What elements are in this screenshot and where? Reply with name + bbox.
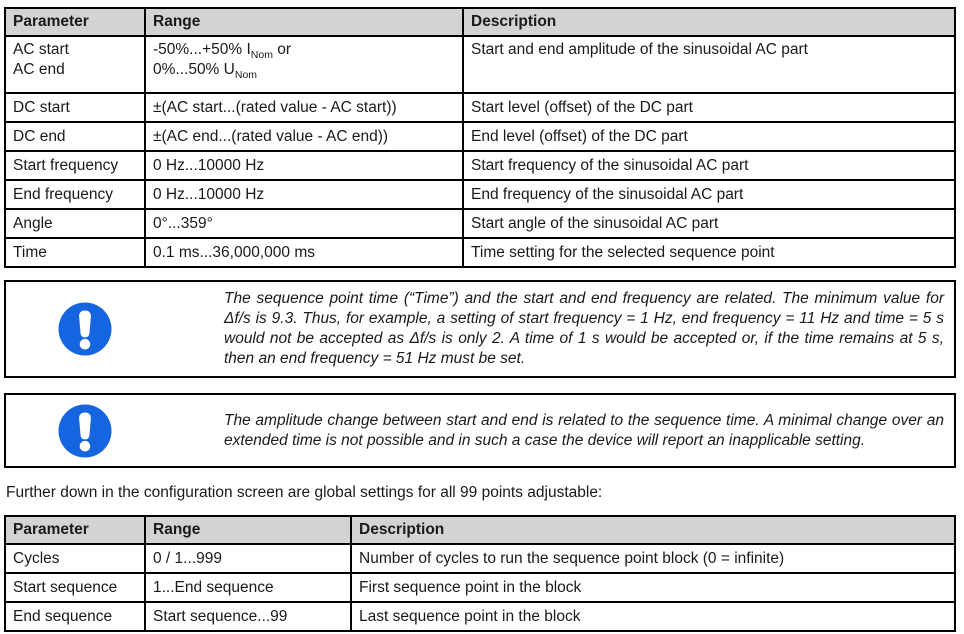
parameter-cell: Start sequence bbox=[5, 573, 145, 602]
table-row bbox=[5, 151, 955, 180]
description-cell: Start level (offset) of the DC part bbox=[463, 93, 955, 122]
description-cell: Last sequence point in the block bbox=[351, 602, 955, 631]
range-cell: 0 / 1...999 bbox=[145, 544, 351, 573]
note-text: The amplitude change between start and end is related to the sequence time. A minimal change over an extended time is not possible and in such a case the device will report an inapplicable setting. bbox=[224, 411, 944, 449]
range-line: -50%...+50% $I_{Nom}$ or bbox=[153, 41, 292, 62]
description-cell: Start angle of the sinusoidal AC part bbox=[463, 209, 955, 238]
range-cell: 0.1 ms...36,000,000 ms bbox=[145, 238, 463, 267]
table-row bbox=[5, 209, 955, 238]
column-header-description: Description bbox=[463, 8, 955, 36]
table-row bbox=[5, 602, 955, 631]
parameter-line: AC start bbox=[13, 41, 69, 58]
parameter-cell: DC start bbox=[5, 93, 145, 122]
parameter-cell: End sequence bbox=[5, 602, 145, 631]
description-cell: Time setting for the selected sequence point bbox=[463, 238, 955, 267]
range-cell: ±(AC end...(rated value - AC end)) bbox=[145, 122, 463, 151]
table-row bbox=[5, 122, 955, 151]
subscript-nom: Nom bbox=[234, 69, 258, 82]
table-row bbox=[5, 180, 955, 209]
note-box bbox=[4, 393, 956, 468]
exclamation-icon bbox=[58, 302, 112, 356]
parameter-cell: End frequency bbox=[5, 180, 145, 209]
table-row bbox=[5, 36, 955, 93]
body-paragraph: Further down in the configuration screen are global settings for all 99 points adjustable: bbox=[6, 484, 603, 501]
column-header-parameter: Parameter bbox=[5, 8, 145, 36]
subscript-nom: Nom bbox=[250, 49, 273, 62]
note-icon-cell bbox=[6, 404, 224, 458]
column-header-parameter: Parameter bbox=[5, 516, 145, 544]
range-cell: 0 Hz...10000 Hz bbox=[145, 180, 463, 209]
parameter-line: AC end bbox=[13, 61, 65, 78]
column-header-description: Description bbox=[351, 516, 955, 544]
table-header-row bbox=[5, 8, 955, 36]
sequence-point-parameters-table bbox=[4, 7, 956, 268]
description-cell: First sequence point in the block bbox=[351, 573, 955, 602]
parameter-cell: DC end bbox=[5, 122, 145, 151]
table-row bbox=[5, 544, 955, 573]
range-cell: 0°...359° bbox=[145, 209, 463, 238]
note-box bbox=[4, 280, 956, 378]
table-row bbox=[5, 93, 955, 122]
table-row bbox=[5, 238, 955, 267]
global-settings-table bbox=[4, 515, 956, 632]
exclamation-icon bbox=[58, 404, 112, 458]
description-cell: Start frequency of the sinusoidal AC part bbox=[463, 151, 955, 180]
range-line: 0%...50% $U_{Nom}$ bbox=[153, 61, 258, 82]
description-cell: Number of cycles to run the sequence point block (0 = infinite) bbox=[351, 544, 955, 573]
table-header-row bbox=[5, 516, 955, 544]
description-cell: End level (offset) of the DC part bbox=[463, 122, 955, 151]
parameter-cell bbox=[5, 36, 145, 93]
table-row bbox=[5, 573, 955, 602]
note-text: The sequence point time (“Time”) and the start and end frequency are related. The minimum value for Δf/s is 9.3. Thus, for example, a setting of start frequency = 1 Hz, end frequency = 11 Hz and time = 5 s would not be accepted as Δf/s is only 2. A time of 1 s would be accepted or, if the time remains at 5 s, then an end frequency = 51 Hz must be set. bbox=[224, 290, 944, 367]
parameter-cell: Start frequency bbox=[5, 151, 145, 180]
parameter-cell: Time bbox=[5, 238, 145, 267]
note-icon-cell bbox=[6, 302, 224, 356]
parameter-cell: Angle bbox=[5, 209, 145, 238]
description-cell: Start and end amplitude of the sinusoidal AC part bbox=[463, 36, 955, 93]
description-cell: End frequency of the sinusoidal AC part bbox=[463, 180, 955, 209]
parameter-cell: Cycles bbox=[5, 544, 145, 573]
range-cell: 0 Hz...10000 Hz bbox=[145, 151, 463, 180]
column-header-range: Range bbox=[145, 516, 351, 544]
range-cell bbox=[145, 36, 463, 93]
range-cell: Start sequence...99 bbox=[145, 602, 351, 631]
column-header-range: Range bbox=[145, 8, 463, 36]
range-cell: ±(AC start...(rated value - AC start)) bbox=[145, 93, 463, 122]
range-cell: 1...End sequence bbox=[145, 573, 351, 602]
